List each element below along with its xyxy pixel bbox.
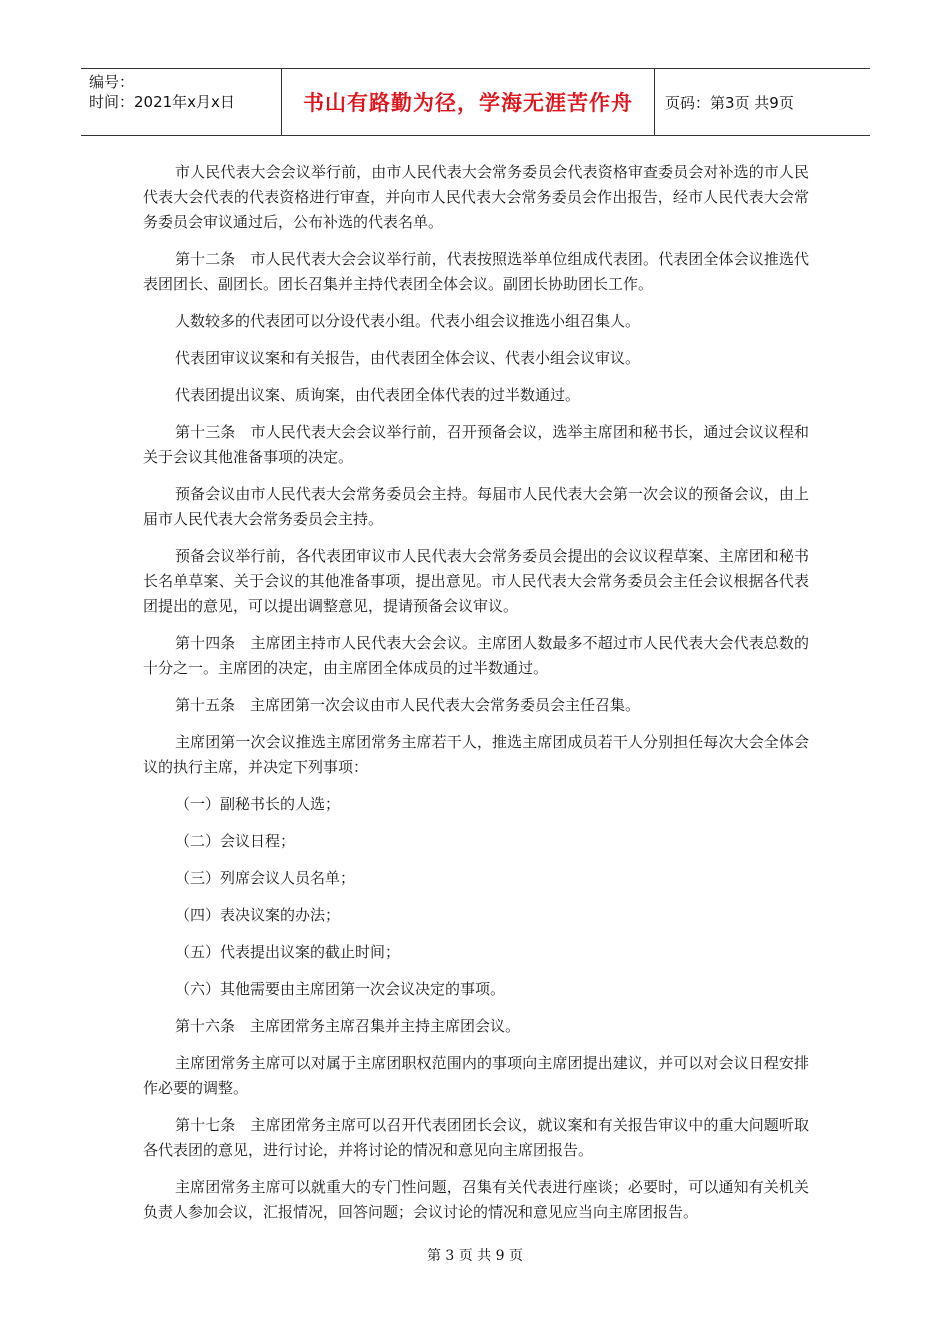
motto: 书山有路勤为径，学海无涯苦作舟: [282, 69, 655, 135]
paragraph: 人数较多的代表团可以分设代表小组。代表小组会议推选小组召集人。: [175, 312, 641, 330]
document-body: [143, 160, 809, 1237]
list-item: （一）副秘书长的人选；: [175, 795, 341, 813]
list-item: （五）代表提出议案的截止时间；: [175, 943, 401, 961]
paragraph: 第十五条 主席团第一次会议由市人民代表大会常务委员会主任召集。: [175, 696, 641, 714]
list-item: （三）列席会议人员名单；: [175, 869, 356, 887]
paragraph: 第十三条 市人民代表大会会议举行前，召开预备会议，选举主席团和秘书长，通过会议议程和关于会议其他准备事项的决定。: [143, 423, 809, 466]
list-item: （二）会议日程；: [175, 832, 296, 850]
paragraph: 第十七条 主席团常务主席可以召开代表团团长会议，就议案和有关报告审议中的重大问题听取各代表团的意见，进行讨论，并将讨论的情况和意见向主席团报告。: [143, 1116, 809, 1159]
paragraph: 代表团提出议案、质询案，由代表团全体代表的过半数通过。: [175, 386, 581, 404]
paragraph: 主席团常务主席可以就重大的专门性问题，召集有关代表进行座谈；必要时，可以通知有关机关负责人参加会议，汇报情况，回答问题；会议讨论的情况和意见应当向主席团报告。: [143, 1178, 809, 1221]
paragraph: 代表团审议议案和有关报告，由代表团全体会议、代表小组会议审议。: [175, 349, 641, 367]
paragraph: 第十六条 主席团常务主席召集并主持主席团会议。: [175, 1017, 521, 1035]
list-item: （四）表决议案的办法；: [175, 906, 341, 924]
paragraph: 第十二条 市人民代表大会会议举行前，代表按照选举单位组成代表团。代表团全体会议推选代表团团长、副团长。团长召集并主持代表团全体会议。副团长协助团长工作。: [143, 250, 809, 293]
header-meta: [81, 69, 282, 135]
paragraph: 主席团常务主席可以对属于主席团职权范围内的事项向主席团提出建议，并可以对会议日程安排作必要的调整。: [143, 1054, 809, 1097]
paragraph: 市人民代表大会会议举行前，由市人民代表大会常务委员会代表资格审查委员会对补选的市人民代表大会代表的代表资格进行审查，并向市人民代表大会常务委员会作出报告，经市人民代表大会常务委员会审议通过后，公布补选的代表名单。: [143, 163, 809, 231]
paragraph: 主席团第一次会议推选主席团常务主席若干人，推选主席团成员若干人分别担任每次大会全体会议的执行主席，并决定下列事项：: [143, 733, 809, 776]
page-label: 页码：第3页 共9页: [665, 93, 794, 112]
list-item: （六）其他需要由主席团第一次会议决定的事项。: [175, 980, 506, 998]
paragraph: 预备会议举行前，各代表团审议市人民代表大会常务委员会提出的会议议程草案、主席团和秘书长名单草案、关于会议的其他准备事项，提出意见。市人民代表大会常务委员会主任会议根据各代表团提出的意见，可以提出调整意见，提请预备会议审议。: [143, 547, 809, 615]
paragraph: 第十四条 主席团主持市人民代表大会会议。主席团人数最多不超过市人民代表大会代表总数的十分之一。主席团的决定，由主席团全体成员的过半数通过。: [143, 634, 809, 677]
code-label: 编号：: [89, 73, 135, 91]
page-footer: 第 3 页 共 9 页: [426, 1248, 524, 1264]
time-label: 时间：2021年x月x日: [89, 93, 235, 111]
document-header: [81, 68, 870, 136]
paragraph: 预备会议由市人民代表大会常务委员会主持。每届市人民代表大会第一次会议的预备会议，由上届市人民代表大会常务委员会主持。: [143, 485, 809, 528]
